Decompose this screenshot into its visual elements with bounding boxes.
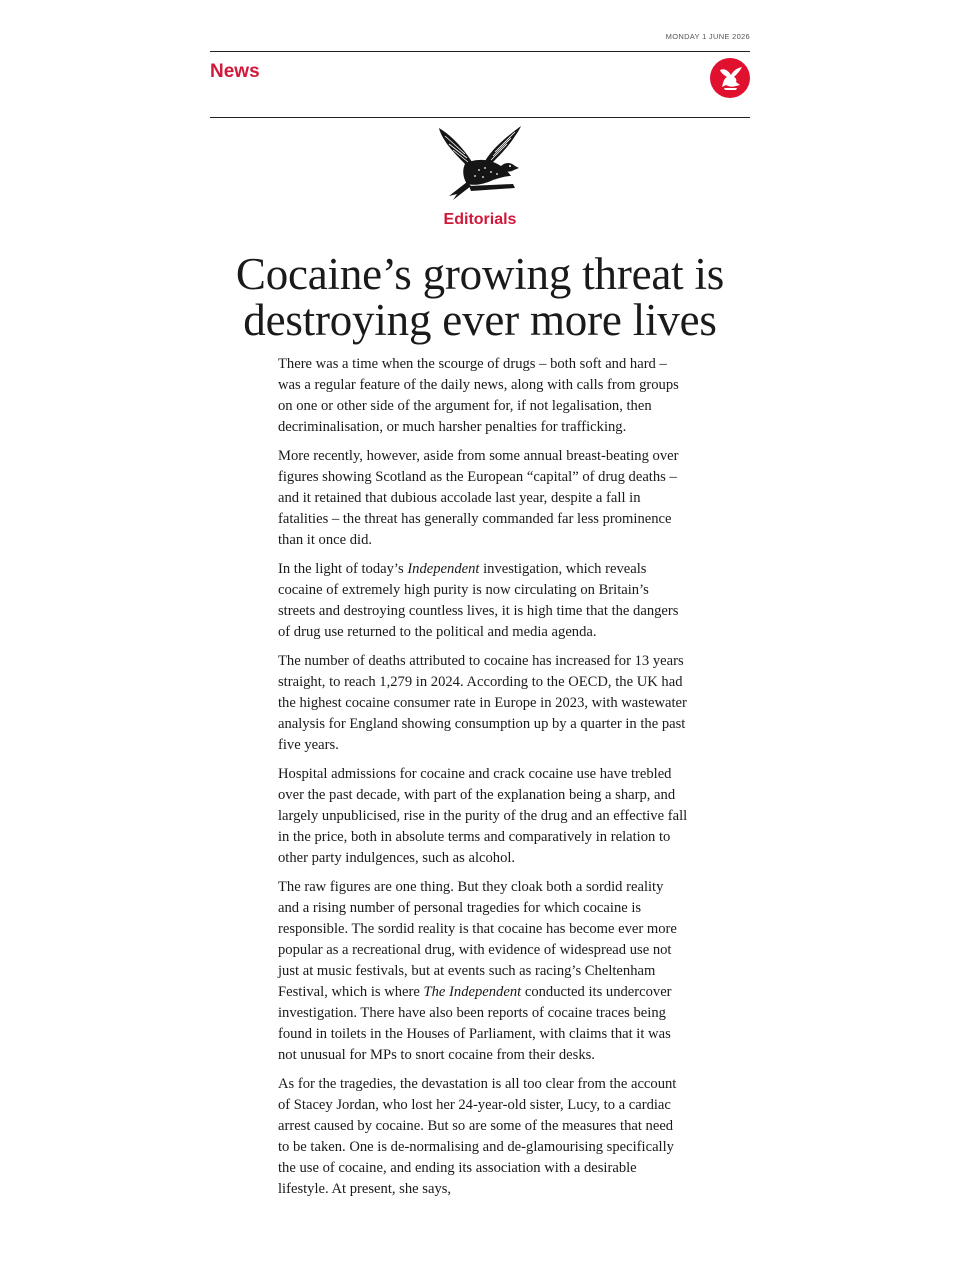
publication-name: Independent xyxy=(407,561,480,577)
article-paragraph: There was a time when the scourge of drugs – both soft and hard – was a regular feature of the daily news, along with calls from groups on one or other side of the argument for, if not legalisation, then decriminalisation, or much harsher penalties for trafficking. xyxy=(278,356,679,435)
header-top-rule xyxy=(210,51,750,52)
header-bottom-rule xyxy=(210,117,750,118)
independent-eagle-roundel-icon[interactable] xyxy=(710,58,750,98)
article-headline: Cocaine’s growing threat is destroying ever more lives xyxy=(235,249,725,345)
section-kicker[interactable]: Editorials xyxy=(443,211,517,228)
article-paragraph: More recently, however, aside from some annual breast-beating over figures showing Scotland as the European “capital” of drug deaths – and it retained that dubious accolade last year, despite a fall in fatalities – the threat has generally commanded far less prominence than it once did. xyxy=(278,448,679,548)
paragraph-text: conducted its undercover investigation. There have also been reports of cocaine traces being found in toilets in the Houses of Parliament, with claims that it was not unusual for MPs to snort cocaine from their desks. xyxy=(278,984,672,1063)
issue-date: MONDAY 1 JUNE 2026 xyxy=(665,32,750,41)
article-paragraph: As for the tragedies, the devastation is all too clear from the account of Stacey Jordan, who lost her 24-year-old sister, Lucy, to a cardiac arrest caused by cocaine. But so are some of the measures that need to be taken. One is de-normalising and de-glamourising specifically the use of cocaine, and ending its association with a desirable lifestyle. At present, she says, xyxy=(278,1076,677,1197)
paragraph-text: The raw figures are one thing. But they cloak both a sordid reality and a rising number of personal tragedies for which cocaine is responsible. The sordid reality is that cocaine has become ever more popular as a recreational drug, with evidence of widespread use not just at music festivals, but at events such as racing’s Cheltenham Festival, which is where xyxy=(278,879,677,1000)
paragraph-text: investigation, which reveals cocaine of extremely high purity is now circulating on Britain’s streets and destroying countless lives, it is high time that the dangers of drug use returned to the political and media agenda. xyxy=(278,561,679,640)
article-paragraph: The number of deaths attributed to cocaine has increased for 13 years straight, to reach 1,279 in 2024. According to the OECD, the UK had the highest cocaine consumer rate in Europe in 2023, with wastewater analysis for England showing consumption up by a quarter in the past five years. xyxy=(278,653,687,753)
article-paragraph xyxy=(278,559,688,643)
publication-name: The Independent xyxy=(423,984,522,1000)
paragraph-text: In the light of today’s xyxy=(278,561,408,577)
article-paragraph: Hospital admissions for cocaine and crack cocaine use have trebled over the past decade, with part of the explanation being a sharp, and largely unpublicised, rise in the purity of the drug and an effective fall in the price, both in absolute terms and comparatively in relation to other party indulgences, such as alcohol. xyxy=(278,766,688,866)
article-body xyxy=(278,354,688,1208)
section-label[interactable]: News xyxy=(210,61,260,82)
article-paragraph xyxy=(278,877,688,1066)
independent-eagle-icon xyxy=(435,124,525,202)
